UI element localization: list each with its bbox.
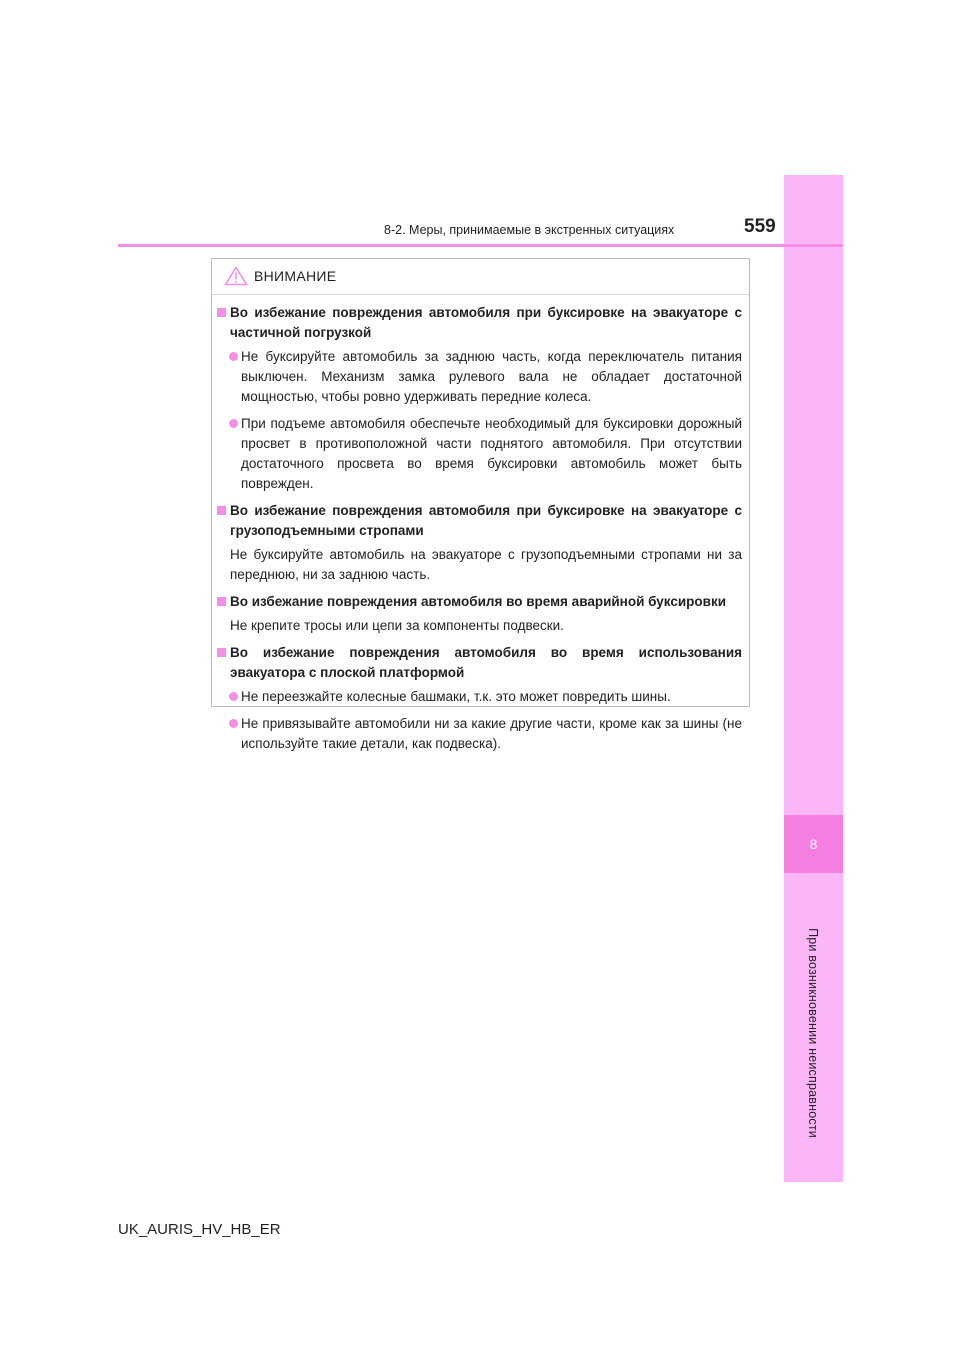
- warning-triangle-icon: [224, 266, 248, 286]
- caution-header: [224, 264, 336, 288]
- section-heading-text: Во избежание повреждения автомобиля при буксировке на эвакуаторе с частичной погрузкой: [230, 305, 742, 340]
- list-item: [217, 414, 742, 494]
- square-bullet-icon: [217, 506, 226, 515]
- caution-title: ВНИМАНИЕ: [254, 268, 337, 284]
- caution-divider: [212, 294, 749, 295]
- page-number: 559: [744, 216, 776, 237]
- document-code: UK_AURIS_HV_HB_ER: [118, 1221, 281, 1238]
- section-heading-text: Во избежание повреждения автомобиля во время использования эвакуатора с плоской платформой: [230, 645, 742, 680]
- square-bullet-icon: [217, 308, 226, 317]
- list-item: [217, 347, 742, 407]
- list-item-text: Не буксируйте автомобиль за заднюю часть, когда переключатель питания выключен. Механизм замка рулевого вала не обладает достаточной мощностью, чтобы ровно удерживать передние колеса.: [241, 349, 742, 404]
- section-text: Не крепите тросы или цепи за компоненты подвески.: [230, 618, 564, 633]
- square-bullet-icon: [217, 597, 226, 606]
- circle-bullet-icon: [229, 419, 238, 428]
- caution-content: [217, 303, 742, 761]
- section-heading: [217, 592, 742, 612]
- list-item-text: Не переезжайте колесные башмаки, т.к. это может повредить шины.: [241, 689, 671, 704]
- circle-bullet-icon: [229, 719, 238, 728]
- section-text: Не буксируйте автомобиль на эвакуаторе с грузоподъемными стропами ни за переднюю, ни за заднюю часть.: [230, 547, 742, 582]
- header-divider: [118, 244, 843, 247]
- list-item: [217, 714, 742, 754]
- circle-bullet-icon: [229, 692, 238, 701]
- list-item: [217, 687, 742, 707]
- section-heading-text: Во избежание повреждения автомобиля при буксировке на эвакуаторе с грузоподъемными стропами: [230, 503, 742, 538]
- chapter-title: При возникновении неисправности: [806, 928, 820, 1138]
- square-bullet-icon: [217, 648, 226, 657]
- list-item-text: Не привязывайте автомобили ни за какие другие части, кроме как за шины (не используйте такие детали, как подвеска).: [241, 716, 742, 751]
- circle-bullet-icon: [229, 352, 238, 361]
- chapter-number: 8: [784, 815, 843, 873]
- section-heading: [217, 303, 742, 343]
- list-item-text: При подъеме автомобиля обеспечьте необходимый для буксировки дорожный просвет в противоположной части поднятого автомобиля. При отсутствии достаточного просвета во время буксировки автомобиль может быть поврежден.: [241, 416, 742, 491]
- section-heading: [217, 501, 742, 541]
- section-heading: [217, 643, 742, 683]
- caution-box: [211, 258, 750, 751]
- section-heading-text: Во избежание повреждения автомобиля во время аварийной буксировки: [230, 594, 727, 609]
- section-title: 8-2. Меры, принимаемые в экстренных ситуациях: [384, 223, 675, 237]
